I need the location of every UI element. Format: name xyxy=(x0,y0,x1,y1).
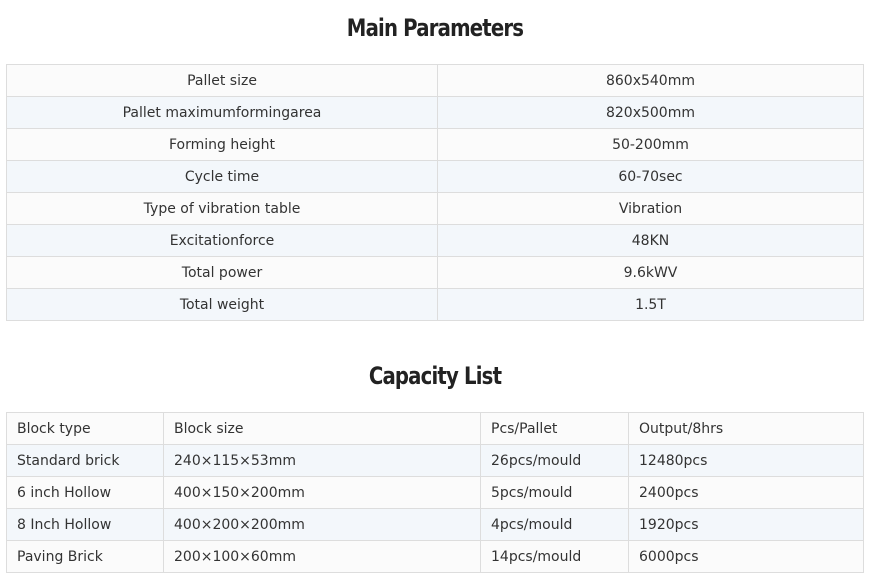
table-row xyxy=(7,225,864,257)
param-value: Vibration xyxy=(438,193,864,225)
param-value: 820x500mm xyxy=(438,97,864,129)
cell-block-size: 400×200×200mm xyxy=(164,509,481,541)
table-row xyxy=(7,289,864,321)
param-label: Total weight xyxy=(7,289,438,321)
cell-pcs-pallet: 4pcs/mould xyxy=(481,509,629,541)
cell-block-size: 240×115×53mm xyxy=(164,445,481,477)
cell-output: 6000pcs xyxy=(629,541,864,573)
main-parameters-table xyxy=(6,64,864,321)
param-label: Excitationforce xyxy=(7,225,438,257)
cell-block-size: 400×150×200mm xyxy=(164,477,481,509)
cell-block-type: 6 inch Hollow xyxy=(7,477,164,509)
column-header-pcs-pallet: Pcs/Pallet xyxy=(481,413,629,445)
table-row xyxy=(7,65,864,97)
table-row xyxy=(7,509,864,541)
capacity-list-table xyxy=(6,412,864,573)
column-header-block-type: Block type xyxy=(7,413,164,445)
cell-output: 2400pcs xyxy=(629,477,864,509)
column-header-block-size: Block size xyxy=(164,413,481,445)
cell-output: 1920pcs xyxy=(629,509,864,541)
cell-block-type: Paving Brick xyxy=(7,541,164,573)
param-value: 50-200mm xyxy=(438,129,864,161)
table-row xyxy=(7,161,864,193)
cell-block-type: 8 Inch Hollow xyxy=(7,509,164,541)
table-row xyxy=(7,193,864,225)
capacity-list-title: Capacity List xyxy=(368,362,502,390)
table-row xyxy=(7,445,864,477)
cell-block-size: 200×100×60mm xyxy=(164,541,481,573)
table-row xyxy=(7,541,864,573)
param-value: 60-70sec xyxy=(438,161,864,193)
table-row xyxy=(7,97,864,129)
param-value: 9.6kWV xyxy=(438,257,864,289)
table-row xyxy=(7,477,864,509)
column-header-output: Output/8hrs xyxy=(629,413,864,445)
cell-pcs-pallet: 5pcs/mould xyxy=(481,477,629,509)
param-label: Pallet size xyxy=(7,65,438,97)
param-label: Cycle time xyxy=(7,161,438,193)
cell-block-type: Standard brick xyxy=(7,445,164,477)
table-header-row xyxy=(7,413,864,445)
cell-output: 12480pcs xyxy=(629,445,864,477)
cell-pcs-pallet: 14pcs/mould xyxy=(481,541,629,573)
main-parameters-title: Main Parameters xyxy=(346,14,524,42)
param-value: 1.5T xyxy=(438,289,864,321)
param-label: Forming height xyxy=(7,129,438,161)
param-label: Pallet maximumformingarea xyxy=(7,97,438,129)
table-row xyxy=(7,129,864,161)
table-row xyxy=(7,257,864,289)
param-label: Total power xyxy=(7,257,438,289)
param-value: 860x540mm xyxy=(438,65,864,97)
param-value: 48KN xyxy=(438,225,864,257)
param-label: Type of vibration table xyxy=(7,193,438,225)
cell-pcs-pallet: 26pcs/mould xyxy=(481,445,629,477)
